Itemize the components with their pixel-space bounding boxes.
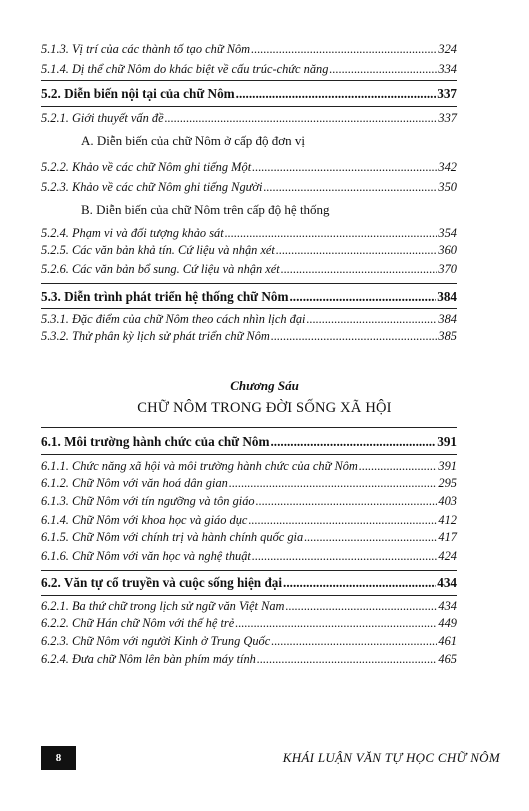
divider-line [41, 283, 457, 284]
toc-entry-6-2-2: 6.2.2. Chữ Hán chữ Nôm với thế hệ trẻ ..... 449 [41, 616, 457, 631]
toc-entry-6-1-2: 6.1.2. Chữ Nôm với văn hoá dân gian ..... 295 [41, 476, 457, 491]
toc-entry-6-1-1: 6.1.1. Chức năng xã hội và môi trường hành chức của chữ Nôm ..... 391 [41, 459, 457, 474]
page-number-badge: 8 [41, 746, 76, 770]
divider-line [41, 427, 457, 428]
toc-section-6-1: 6.1. Môi trường hành chức của chữ Nôm ..... 391 [41, 434, 457, 450]
divider-line [41, 308, 457, 309]
toc-entry-6-2-1: 6.2.1. Ba thứ chữ trong lịch sử ngữ văn Việt Nam ..... 434 [41, 599, 457, 614]
subheading-a: A. Diễn biến của chữ Nôm ở cấp độ đơn vị [81, 133, 306, 148]
toc-entry-6-1-5: 6.1.5. Chữ Nôm với chính trị và hành chính quốc gia ..... 417 [41, 530, 457, 545]
toc-entry-5-2-6: 5.2.6. Các văn bản bổ sung. Cứ liệu và nhận xét ..... 370 [41, 262, 457, 277]
running-footer-title: KHÁI LUẬN VĂN TỰ HỌC CHỮ NÔM [282, 750, 500, 765]
toc-entry-5-1-3: 5.1.3. Vị trí của các thành tố tạo chữ Nôm ..... 324 [41, 42, 457, 57]
toc-entry-6-1-3: 6.1.3. Chữ Nôm với tín ngưỡng và tôn giáo ..... 403 [41, 494, 457, 509]
toc-entry-5-2-3: 5.2.3. Khảo về các chữ Nôm ghi tiếng Người ..... 350 [41, 180, 457, 195]
toc-entry-5-1-4: 5.1.4. Dị thể chữ Nôm do khác biệt về cấu trúc-chức năng ..... 334 [41, 62, 457, 77]
toc-entry-6-1-6: 6.1.6. Chữ Nôm với văn học và nghệ thuật ..... 424 [41, 549, 457, 564]
toc-section-5-2: 5.2. Diễn biến nội tại của chữ Nôm ..... 337 [41, 86, 457, 102]
divider-line [41, 595, 457, 596]
toc-section-5-3: 5.3. Diễn trình phát triển hệ thống chữ Nôm ..... 384 [41, 289, 457, 305]
toc-entry-6-1-4: 6.1.4. Chữ Nôm với khoa học và giáo dục ..... 412 [41, 513, 457, 528]
toc-entry-5-2-4: 5.2.4. Phạm vi và đối tượng khảo sát ..... 354 [41, 226, 457, 241]
toc-entry-5-2-1: 5.2.1. Giới thuyết vấn đề ..... 337 [41, 111, 457, 126]
toc-entry-5-2-2: 5.2.2. Khảo về các chữ Nôm ghi tiếng Một ..... 342 [41, 160, 457, 175]
toc-entry-5-3-1: 5.3.1. Đặc điểm của chữ Nôm theo cách nhìn lịch đại ..... 384 [41, 312, 457, 327]
divider-line [41, 80, 457, 81]
chapter-title: CHỮ NÔM TRONG ĐỜI SỐNG XÃ HỘI [137, 400, 392, 416]
divider-line [41, 570, 457, 571]
toc-entry-6-2-4: 6.2.4. Đưa chữ Nôm lên bàn phím máy tính ..... 465 [41, 652, 457, 667]
divider-line [41, 454, 457, 455]
toc-entry-5-2-5: 5.2.5. Các văn bản khả tín. Cứ liệu và nhận xét ..... 360 [41, 243, 457, 258]
divider-line [41, 106, 457, 107]
chapter-label: Chương Sáu [230, 378, 299, 393]
toc-section-6-2: 6.2. Văn tự cổ truyền và cuộc sống hiện đại ..... 434 [41, 575, 457, 591]
toc-entry-6-2-3: 6.2.3. Chữ Nôm với người Kinh ở Trung Quốc ..... 461 [41, 634, 457, 649]
toc-entry-5-3-2: 5.3.2. Thử phân kỳ lịch sử phát triển chữ Nôm ..... 385 [41, 329, 457, 344]
subheading-b: B. Diễn biến của chữ Nôm trên cấp độ hệ thống [81, 202, 330, 217]
